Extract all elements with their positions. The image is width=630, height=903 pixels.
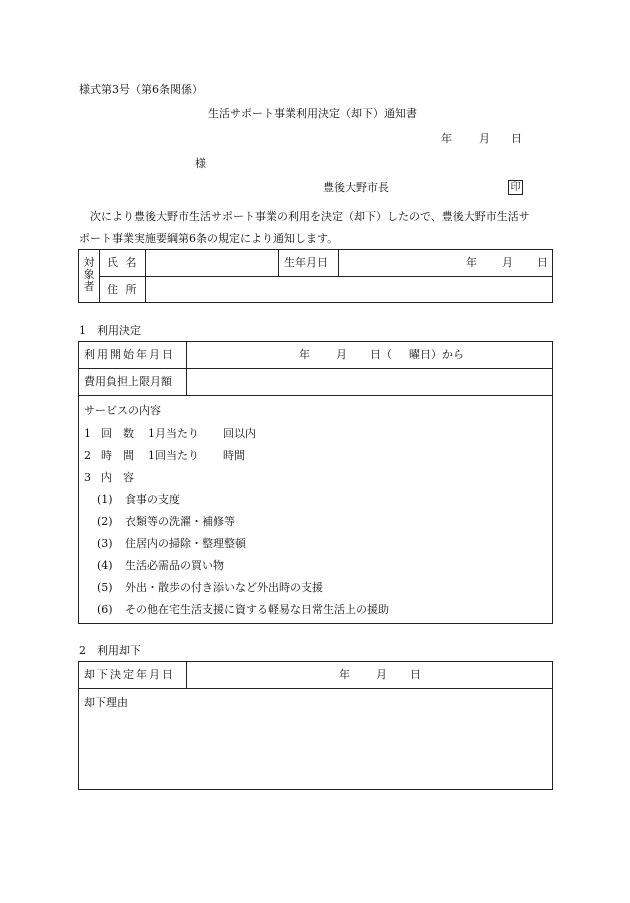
issue-date-month: 月 xyxy=(479,132,490,145)
addressee-suffix: 様 xyxy=(195,157,206,170)
content-item-text: 住居内の掃除・整理整頓 xyxy=(125,537,246,550)
subject-table-divider xyxy=(99,249,100,303)
subject-group-label: 対 象 者 xyxy=(83,256,95,293)
cost-limit-label: 費用負担上限月額 xyxy=(84,375,172,388)
content-item-number: (2) xyxy=(97,515,113,528)
rejection-table-divider xyxy=(186,661,187,688)
content-item-number: (3) xyxy=(97,537,113,550)
service-item-unit: 時間 xyxy=(223,449,245,462)
service-content-heading: サービスの内容 xyxy=(84,404,161,417)
service-item-number: 1 xyxy=(84,427,91,440)
form-number: 様式第3号（第6条関係） xyxy=(79,83,203,96)
birthdate-month: 月 xyxy=(502,256,513,269)
address-label: 住 所 xyxy=(107,283,139,296)
issue-date-day: 日 xyxy=(511,132,522,145)
notice-line-1: 次により豊後大野市生活サポート事業の利用を決定（却下）したので、豊後大野市生活サ xyxy=(90,210,530,223)
birthdate-day: 日 xyxy=(537,256,548,269)
rejection-date-day: 日 xyxy=(410,668,421,681)
rejection-reason-label: 却下理由 xyxy=(84,696,128,709)
content-item-number: (5) xyxy=(97,581,113,594)
issuer-name: 豊後大野市長 xyxy=(323,181,389,194)
notice-line-2: ポート事業実施要綱第6条の規定により通知します。 xyxy=(79,232,339,245)
seal-mark: 印 xyxy=(508,180,523,195)
section2-heading: 2 利用却下 xyxy=(79,644,141,657)
content-item-text: 衣類等の洗濯・補修等 xyxy=(125,515,235,528)
content-item-text: その他在宅生活支援に資する軽易な日常生活上の援助 xyxy=(125,603,389,616)
service-item-unit: 回以内 xyxy=(223,427,256,440)
issue-date-year: 年 xyxy=(441,132,452,145)
birthdate-label: 生年月日 xyxy=(284,256,328,269)
name-label: 氏 名 xyxy=(107,256,139,269)
rejection-date-label: 却下決定年月日 xyxy=(84,668,175,681)
content-item-text: 生活必需品の買い物 xyxy=(125,559,224,572)
section1-heading: 1 利用決定 xyxy=(79,324,141,337)
name-field[interactable] xyxy=(146,251,277,274)
birthdate-year: 年 xyxy=(466,256,477,269)
start-date-month: 月 xyxy=(336,348,347,361)
notice-paragraph xyxy=(79,206,559,250)
content-item-number: (1) xyxy=(97,493,113,506)
service-item-label: 時 間 xyxy=(101,449,134,462)
subject-table-row-divider xyxy=(99,276,553,277)
decision-table-row-divider xyxy=(78,395,553,396)
rejection-date-year: 年 xyxy=(339,668,350,681)
service-item-label: 回 数 xyxy=(101,427,134,440)
service-item-label: 内 容 xyxy=(101,471,134,484)
content-item-text: 外出・散歩の付き添いなど外出時の支援 xyxy=(125,581,323,594)
start-date-label: 利用開始年月日 xyxy=(84,348,175,361)
service-item-number: 2 xyxy=(84,449,91,462)
address-field[interactable] xyxy=(146,278,551,301)
rejection-date-month: 月 xyxy=(376,668,387,681)
service-item-number: 3 xyxy=(84,471,91,484)
cost-limit-field[interactable] xyxy=(188,370,551,393)
subject-table-divider xyxy=(278,249,279,276)
rejection-table-row-divider xyxy=(78,688,553,689)
start-date-weekday: 曜日）から xyxy=(409,348,464,361)
content-item-number: (4) xyxy=(97,559,113,572)
content-item-text: 食事の支度 xyxy=(125,493,180,506)
start-date-year: 年 xyxy=(299,348,310,361)
content-item-number: (6) xyxy=(97,603,113,616)
rejection-reason-field[interactable] xyxy=(80,712,551,788)
service-item-detail: 1回当たり xyxy=(148,449,199,462)
decision-table-divider xyxy=(186,341,187,395)
document-title: 生活サポート事業利用決定（却下）通知書 xyxy=(208,107,417,120)
decision-table-row-divider xyxy=(78,368,553,369)
service-item-detail: 1月当たり xyxy=(148,427,199,440)
start-date-day: 日（ xyxy=(370,348,392,361)
subject-table-divider xyxy=(338,249,339,276)
